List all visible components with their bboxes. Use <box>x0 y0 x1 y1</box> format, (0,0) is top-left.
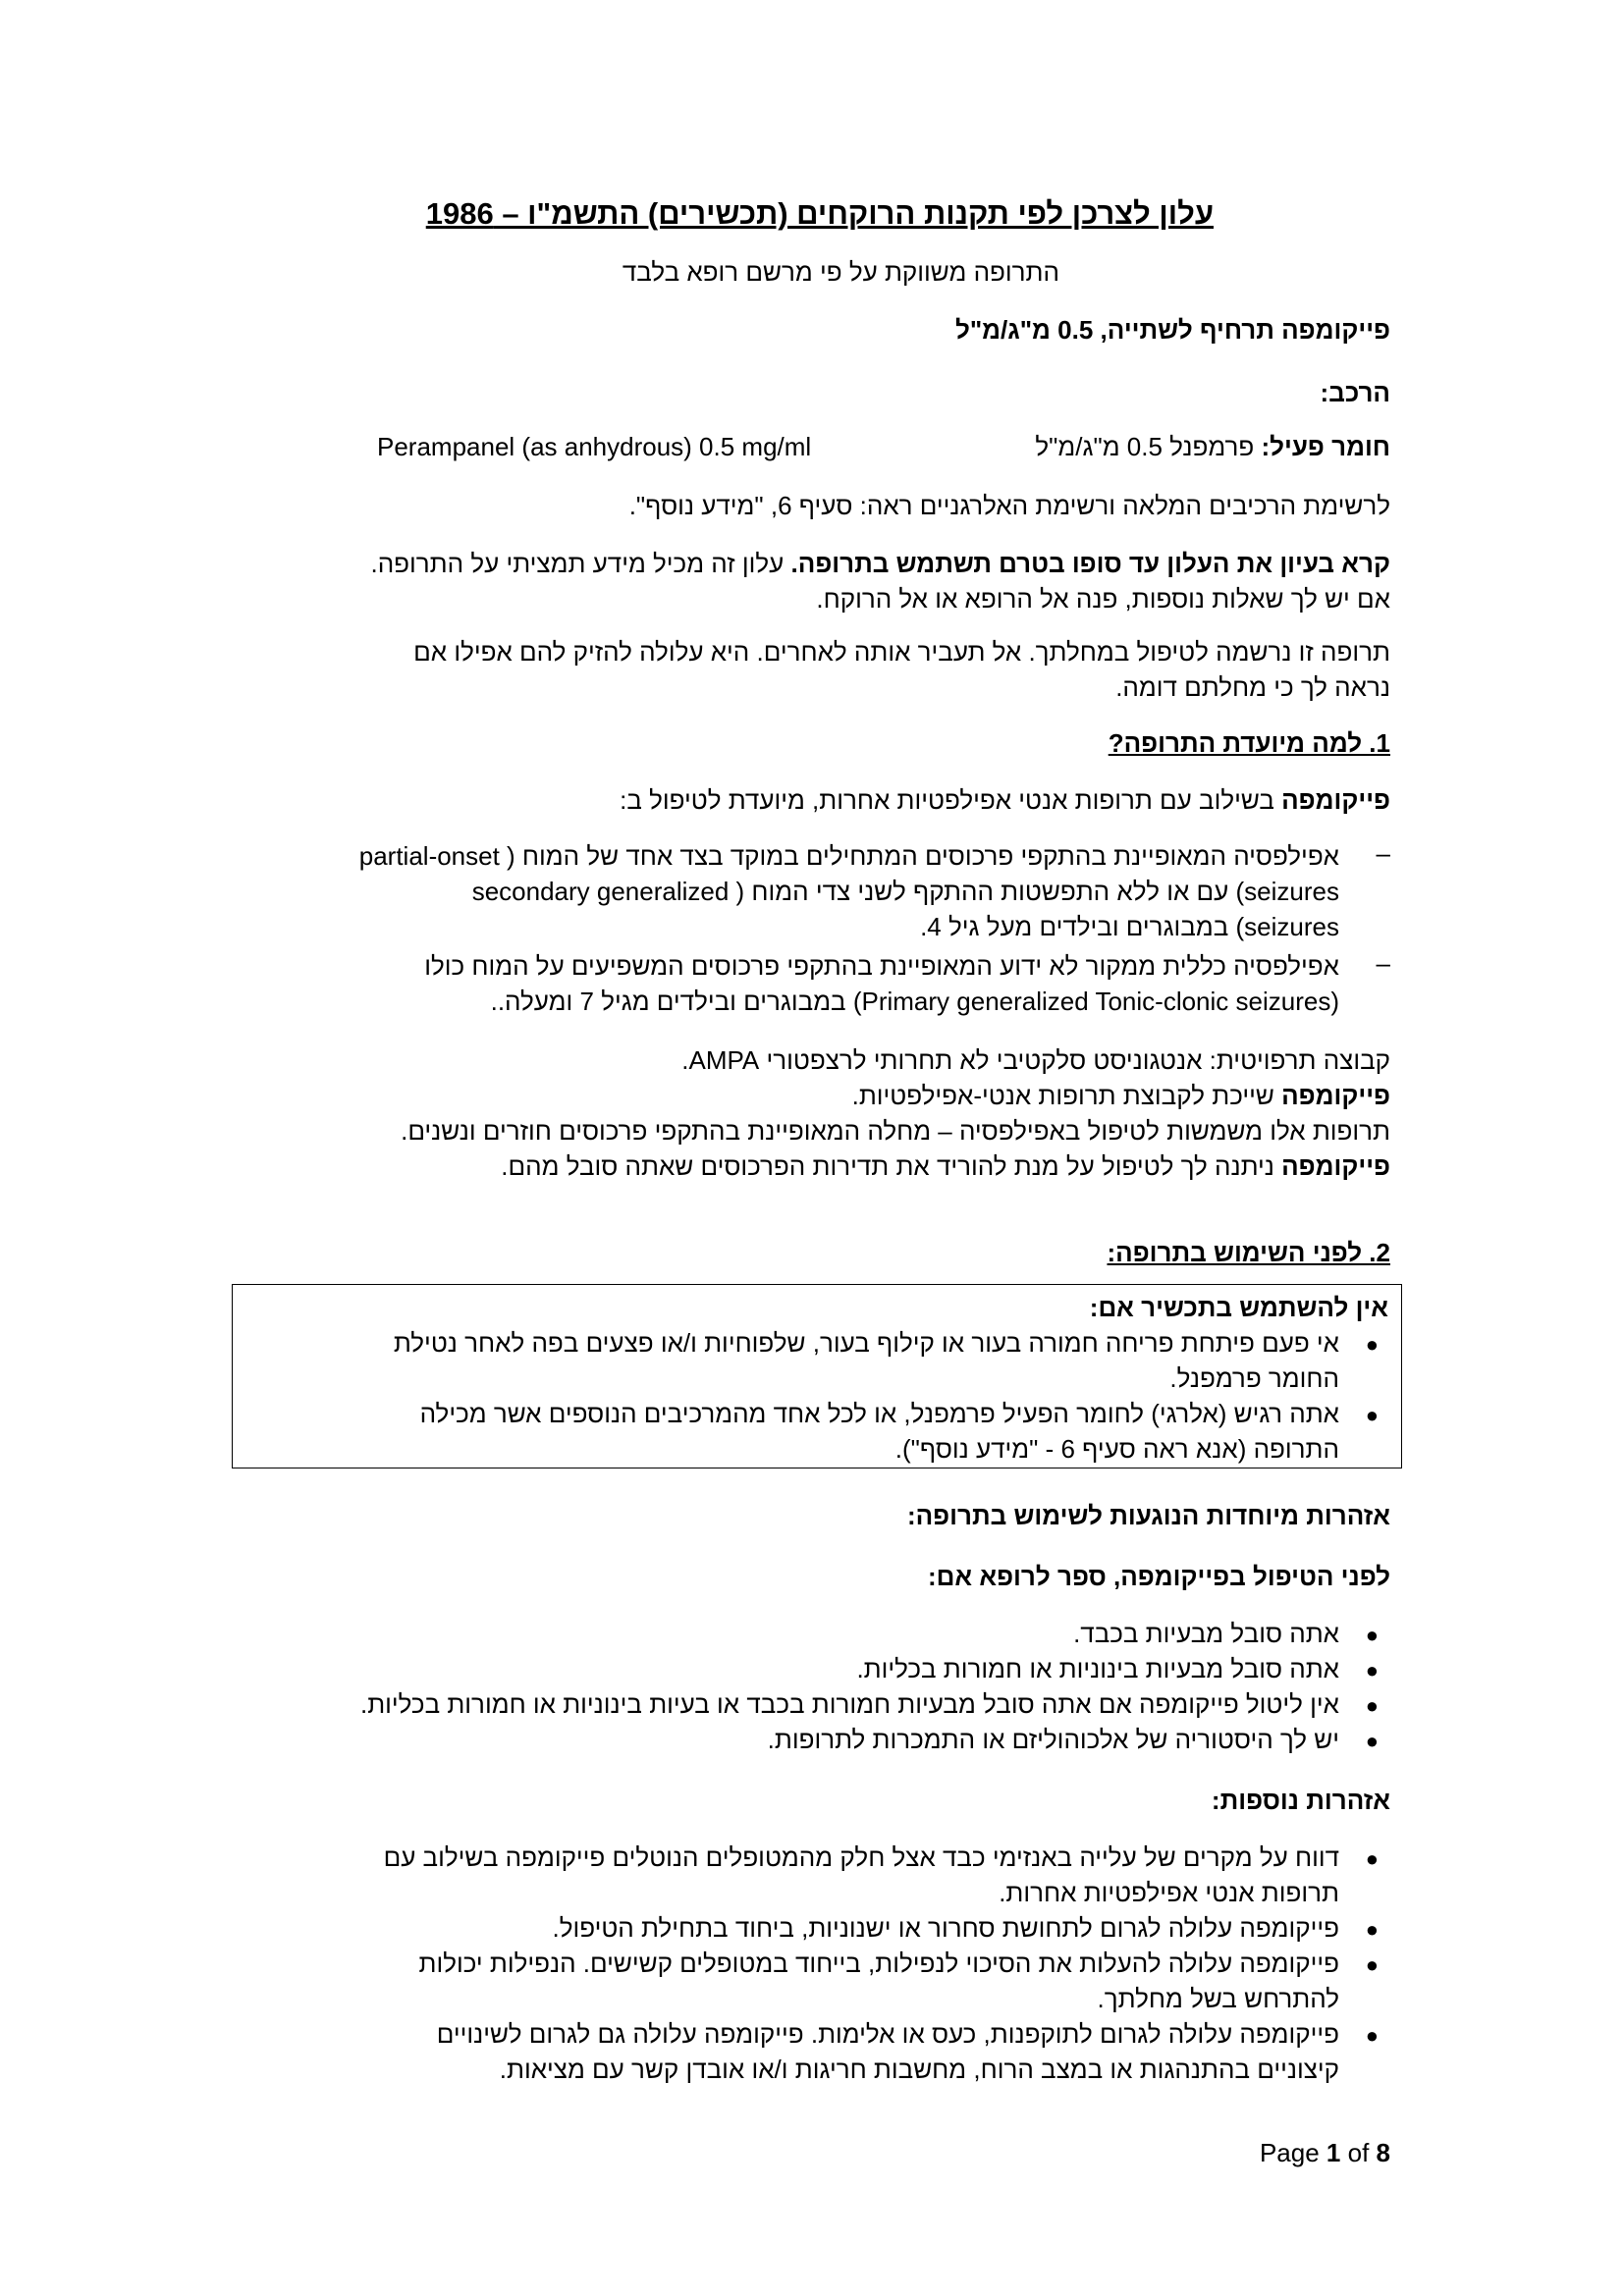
bullet-dot: ● <box>1365 1917 1379 1942</box>
contraindication-2-line1: אתה רגיש (אלרגי) לחומר הפעיל פרמפנל, או לכל אחד מהמרכיבים הנוספים אשר מכילה <box>419 1399 1339 1428</box>
section2-heading: 2. לפני השימוש בתרופה: <box>1107 1238 1390 1267</box>
section1-heading: 1. למה מיועדת התרופה? <box>1108 728 1390 758</box>
read-instruction <box>370 546 1390 581</box>
warnings-heading: אזהרות מיוחדות הנוגעות לשימוש בתרופה: <box>906 1501 1390 1530</box>
given-line <box>501 1148 1390 1184</box>
indication-2-line2: (Primary generalized Tonic-clonic seizures) במבוגרים ובילדים מגיל 7 ומעלה.. <box>490 987 1339 1016</box>
indication-1-line1: אפילפסיה המאופיינת בהתקפי פרכוסים המתחילים במוקד בצד אחד של המוח ( partial-onset <box>358 841 1339 871</box>
belongs-rest: שייכת לקבוצת תרופות אנטי-אפילפטיות. <box>851 1081 1282 1110</box>
prescription-note: התרופה משווקת על פי מרשם רופא בלבד <box>622 257 1059 287</box>
bullet-dot: ● <box>1365 1403 1379 1427</box>
contraindication-1-line1: אי פעם פיתחת פריחה חמורה בעור או קילוף בעור, שלפוחיות ו/או פצעים בפה לאחר נטילת <box>393 1328 1339 1358</box>
contraindication-2-line2: התרופה (אנא ראה סעיף 6 - "מידע נוסף"). <box>894 1434 1339 1464</box>
contraindications-heading: אין להשתמש בתכשיר אם: <box>1089 1293 1388 1322</box>
page-word: Page <box>1259 2138 1320 2167</box>
therapeutic-group: קבוצה תרפויטית: אנטגוניסט סלקטיבי לא תחרותי לרצפטורי AMPA. <box>681 1045 1390 1075</box>
active-he: פרמפנל 0.5 מ"ג/מ"ל <box>1035 432 1255 461</box>
additional-1-line1: דווח על מקרים של עלייה באנזימי כבד אצל חלק מהמטופלים הנוטלים פייקומפה בשילוב עם <box>383 1842 1339 1872</box>
bullet-dot: ● <box>1365 1846 1379 1871</box>
bullet-dot: ● <box>1365 1332 1379 1357</box>
additional-3-line1: פייקומפה עלולה להעלות את הסיכוי לנפילות, בייחוד במטופלים קשישים. הנפילות יכולות <box>418 1949 1339 1978</box>
read-instruction-line2: אם יש לך שאלות נוספות, פנה אל הרופא או אל הרוקח. <box>816 584 1390 614</box>
belongs-bold: פייקומפה <box>1281 1081 1390 1110</box>
before-item-1: אתה סובל מבעיות בכבד. <box>1073 1619 1339 1648</box>
read-instruction-rest: עלון זה מכיל מידע תמציתי על התרופה. <box>370 549 791 578</box>
page-current: 1 <box>1326 2138 1341 2167</box>
bullet-dot: ● <box>1365 1693 1379 1718</box>
given-rest: ניתנה לך לטיפול על מנת להוריד את תדירות הפרכוסים שאתה סובל מהם. <box>501 1151 1282 1181</box>
contraindication-1-line2: החומר פרמפנל. <box>1169 1363 1339 1393</box>
prescribed-line2: נראה לך כי מחלתם דומה. <box>1115 672 1390 702</box>
additional-4-line2: קיצוניים בהתנהגות או במצב הרוח, מחשבות חריגות ו/או אובדן קשר עם מציאות. <box>499 2055 1339 2084</box>
belongs-line <box>852 1078 1390 1113</box>
additional-2-line1: פייקומפה עלולה לגרום לתחושת סחרור או ישנוניות, ביחוד בתחילת הטיפול. <box>552 1913 1339 1943</box>
additional-warnings-heading: אזהרות נוספות: <box>1211 1786 1390 1815</box>
page-number <box>1260 2138 1390 2168</box>
active-ingredient-row <box>1035 429 1390 464</box>
bullet-dot: ● <box>1365 1952 1379 1977</box>
ingredients-note: לרשימת הרכיבים המלאה ורשימת האלרגניים ראה: סעיף 6, "מידע נוסף". <box>628 491 1390 520</box>
read-instruction-bold: קרא בעיון את העלון עד סופו בטרם תשתמש בתרופה. <box>790 549 1390 578</box>
additional-4-line1: פייקומפה עלולה לגרום לתוקפנות, כעס או אלימות. פייקומפה עלולה גם לגרום לשינויים <box>436 2019 1339 2049</box>
dash-bullet: – <box>1376 838 1390 868</box>
prescribed-line1: תרופה זו נרשמה לטיפול במחלתך. אל תעביר אותה לאחרים. היא עלולה להזיק להם אפילו אם <box>413 637 1390 667</box>
bullet-dot: ● <box>1365 1623 1379 1647</box>
section1-lead-rest: בשילוב עם תרופות אנטי אפילפטיות אחרות, מיועדת לטיפול ב: <box>620 785 1282 815</box>
indication-1-line3: seizures) במבוגרים ובילדים מעל גיל 4. <box>920 912 1339 941</box>
before-item-3: אין ליטול פייקומפה אם אתה סובל מבעיות חמורות בכבד או בעיות בינוניות או חמורות בכליות. <box>359 1689 1339 1719</box>
active-label: חומר פעיל: <box>1261 432 1390 461</box>
of-word: of <box>1347 2138 1370 2167</box>
indication-1-line2: seizures) עם או ללא התפשטות ההתקף לשני צדי המוח ( secondary generalized <box>471 877 1339 906</box>
before-item-2: אתה סובל מבעיות בינוניות או חמורות בכליות. <box>856 1654 1339 1683</box>
used-for-line: תרופות אלו משמשות לטיפול באפילפסיה – מחלה המאופיינת בהתקפי פרכוסים חוזרים ונשנים. <box>401 1116 1390 1146</box>
section1-lead <box>620 782 1390 818</box>
additional-3-line2: להתרחש בשל מחלתך. <box>1097 1984 1339 2013</box>
leaflet-title: עלון לצרכן לפי תקנות הרוקחים (תכשירים) התשמ"ו – 1986 <box>425 196 1214 231</box>
bullet-dot: ● <box>1365 1729 1379 1753</box>
bullet-dot: ● <box>1365 1658 1379 1682</box>
page-total: 8 <box>1376 2138 1390 2167</box>
bullet-dot: ● <box>1365 2023 1379 2048</box>
product-name: פייקומפה תרחיף לשתייה, 0.5 מ"ג/מ"ל <box>954 315 1390 345</box>
additional-1-line2: תרופות אנטי אפילפטיות אחרות. <box>999 1878 1339 1907</box>
section1-lead-bold: פייקומפה <box>1281 785 1390 815</box>
indication-2-line1: אפילפסיה כללית ממקור לא ידוע המאופיינת בהתקפי פרכוסים המשפיעים על המוח כולו <box>424 951 1339 981</box>
composition-label: הרכב: <box>1320 378 1390 407</box>
active-en: Perampanel (as anhydrous) 0.5 mg/ml <box>377 432 812 461</box>
given-bold: פייקומפה <box>1281 1151 1390 1181</box>
dash-bullet: – <box>1376 948 1390 978</box>
before-treatment-heading: לפני הטיפול בפייקומפה, ספר לרופא אם: <box>928 1562 1390 1591</box>
before-item-4: יש לך היסטוריה של אלכוהוליזם או התמכרות לתרופות. <box>767 1725 1339 1754</box>
